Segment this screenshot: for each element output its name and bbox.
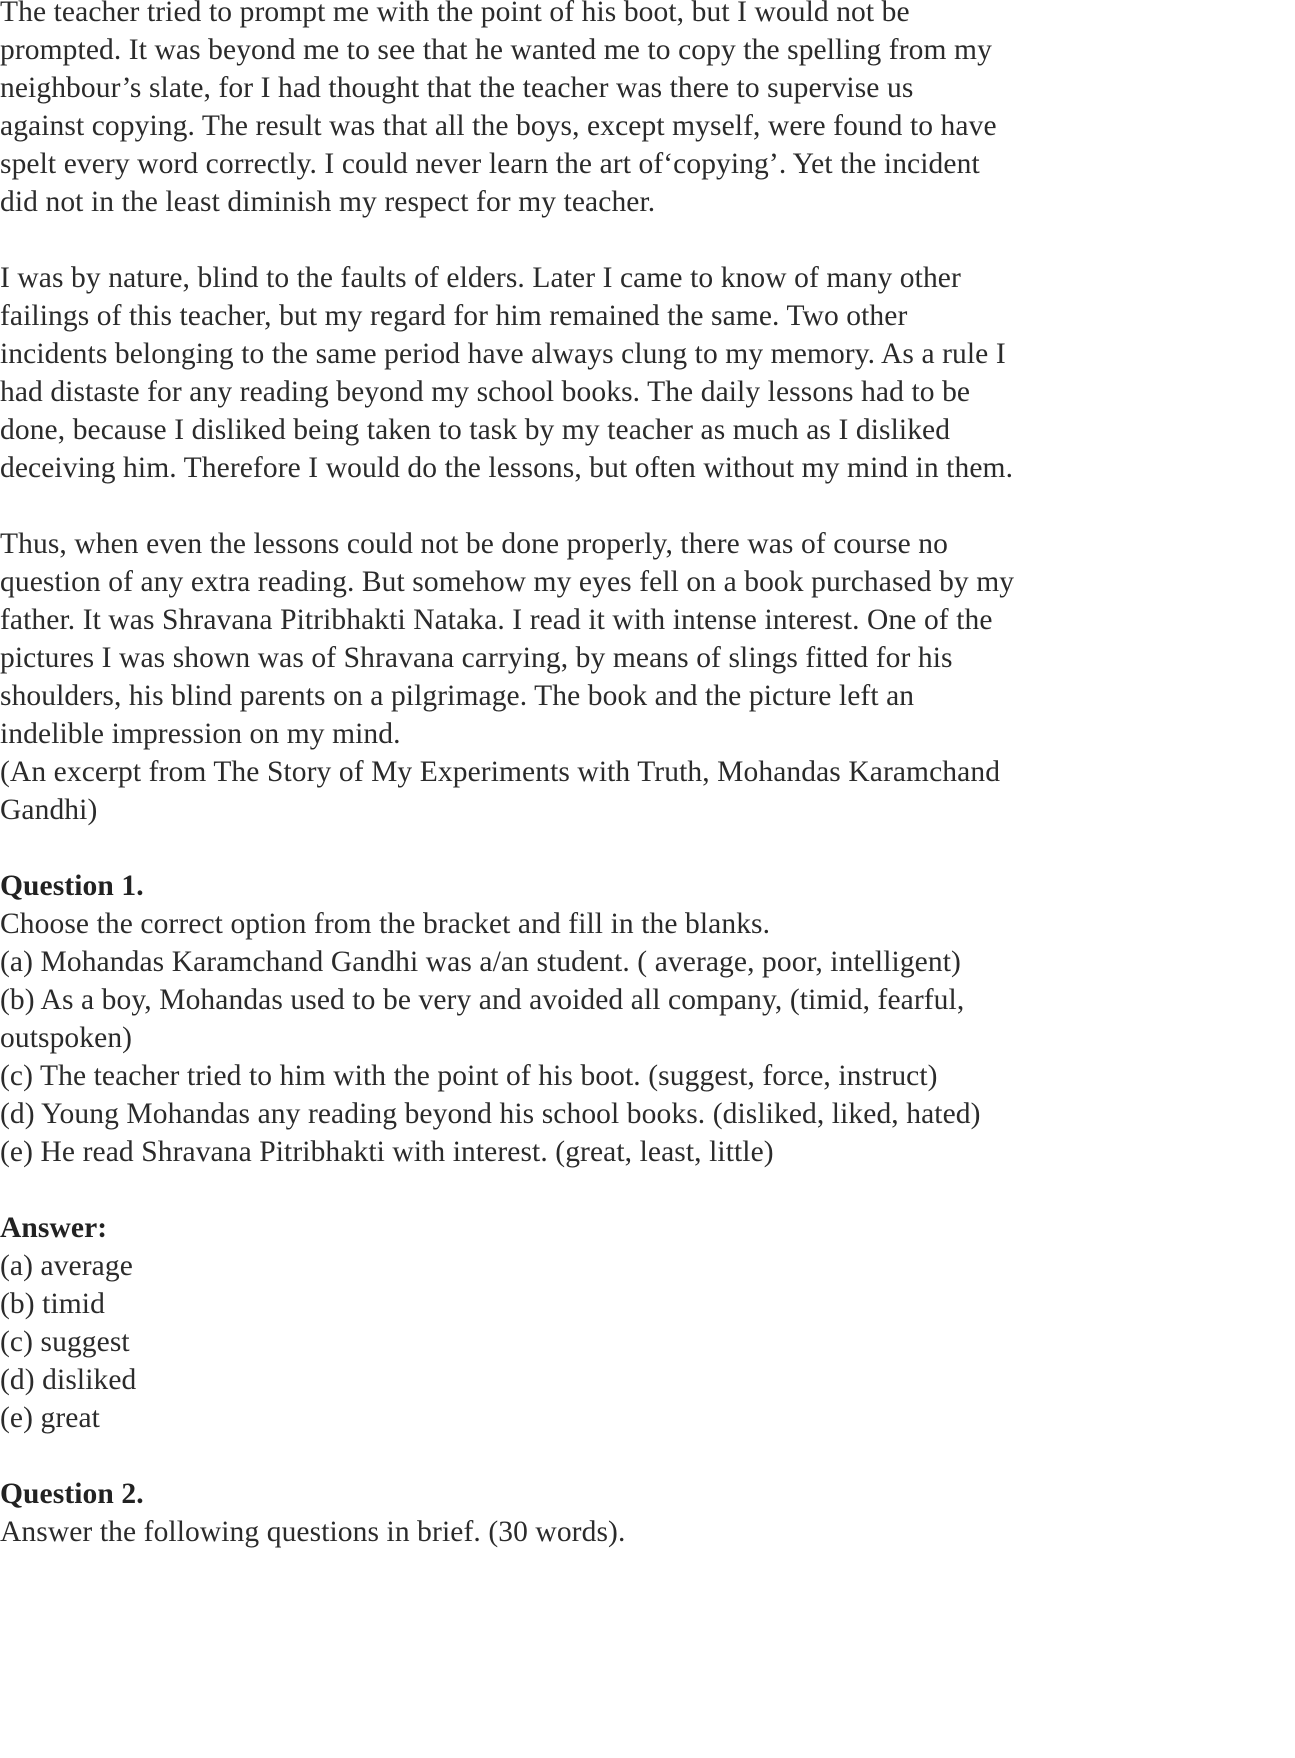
text-line: neighbour’s slate, for I had thought that the teacher was there to supervise us bbox=[0, 72, 914, 104]
paragraph-spacer bbox=[0, 221, 1295, 259]
text-line: against copying. The result was that all the boys, except myself, were found to have bbox=[0, 110, 997, 142]
citation-line: Gandhi) bbox=[0, 794, 98, 826]
question-1-section bbox=[0, 867, 1295, 1171]
paragraph-spacer bbox=[0, 487, 1295, 525]
answer-item-a: (a) average bbox=[0, 1250, 133, 1282]
question-item-d: (d) Young Mohandas any reading beyond his school books. (disliked, liked, hated) bbox=[0, 1098, 981, 1130]
answer-1-section bbox=[0, 1209, 1295, 1437]
passage-citation bbox=[0, 753, 1295, 829]
question-item-c: (c) The teacher tried to him with the point of his boot. (suggest, force, instruct) bbox=[0, 1060, 938, 1092]
section-spacer bbox=[0, 1171, 1295, 1209]
answer-item-c: (c) suggest bbox=[0, 1326, 130, 1358]
text-line: pictures I was shown was of Shravana carrying, by means of slings fitted for his bbox=[0, 642, 953, 674]
text-line: had distaste for any reading beyond my school books. The daily lessons had to be bbox=[0, 376, 971, 408]
text-line: question of any extra reading. But somehow my eyes fell on a book purchased by my bbox=[0, 566, 1015, 598]
question-2-instruction: Answer the following questions in brief. (30 words). bbox=[0, 1516, 626, 1548]
text-line: The teacher tried to prompt me with the point of his boot, but I would not be bbox=[0, 0, 910, 28]
text-line: shoulders, his blind parents on a pilgrimage. The book and the picture left an bbox=[0, 680, 915, 712]
text-line: spelt every word correctly. I could never learn the art of‘copying’. Yet the incident bbox=[0, 148, 980, 180]
question-item-a: (a) Mohandas Karamchand Gandhi was a/an student. ( average, poor, intelligent) bbox=[0, 946, 961, 978]
answer-item-e: (e) great bbox=[0, 1402, 100, 1434]
answer-item-b: (b) timid bbox=[0, 1288, 105, 1320]
text-line: I was by nature, blind to the faults of elders. Later I came to know of many other bbox=[0, 262, 961, 294]
question-2-section bbox=[0, 1475, 1295, 1551]
passage-paragraph-3 bbox=[0, 525, 1295, 753]
passage-paragraph-1 bbox=[0, 0, 1295, 221]
text-line: father. It was Shravana Pitribhakti Nataka. I read it with intense interest. One of the bbox=[0, 604, 993, 636]
text-line: Thus, when even the lessons could not be done properly, there was of course no bbox=[0, 528, 948, 560]
text-line: did not in the least diminish my respect for my teacher. bbox=[0, 186, 656, 218]
section-spacer bbox=[0, 1437, 1295, 1475]
text-line: done, because I disliked being taken to task by my teacher as much as I disliked bbox=[0, 414, 951, 446]
question-1-heading: Question 1. bbox=[0, 870, 144, 902]
text-line: incidents belonging to the same period have always clung to my memory. As a rule I bbox=[0, 338, 1006, 370]
text-line: indelible impression on my mind. bbox=[0, 718, 401, 750]
answer-heading: Answer: bbox=[0, 1212, 108, 1244]
question-item-b-continued: outspoken) bbox=[0, 1022, 133, 1054]
answer-item-d: (d) disliked bbox=[0, 1364, 137, 1396]
text-line: deceiving him. Therefore I would do the lessons, but often without my mind in them. bbox=[0, 452, 1014, 484]
question-1-instruction: Choose the correct option from the bracket and fill in the blanks. bbox=[0, 908, 771, 940]
question-2-heading: Question 2. bbox=[0, 1478, 144, 1510]
question-item-b: (b) As a boy, Mohandas used to be very and avoided all company, (timid, fearful, bbox=[0, 984, 965, 1016]
citation-line: (An excerpt from The Story of My Experiments with Truth, Mohandas Karamchand bbox=[0, 756, 1001, 788]
question-item-e: (e) He read Shravana Pitribhakti with interest. (great, least, little) bbox=[0, 1136, 774, 1168]
section-spacer bbox=[0, 829, 1295, 867]
passage-paragraph-2 bbox=[0, 259, 1295, 487]
text-line: failings of this teacher, but my regard for him remained the same. Two other bbox=[0, 300, 908, 332]
text-line: prompted. It was beyond me to see that he wanted me to copy the spelling from my bbox=[0, 34, 992, 66]
